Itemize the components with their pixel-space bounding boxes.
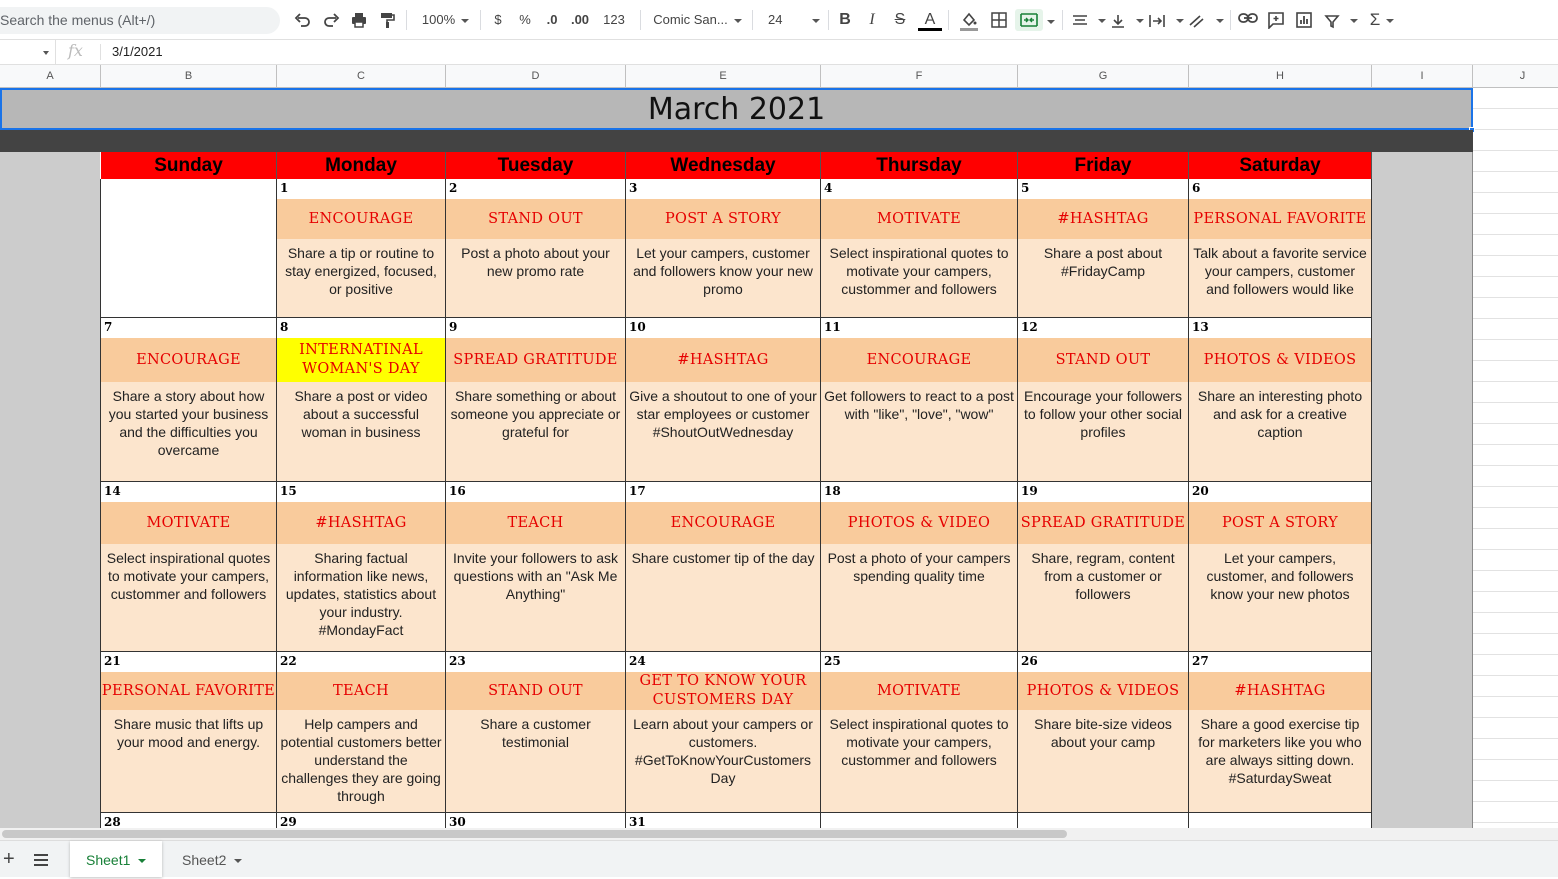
day-number: 7: [104, 320, 113, 334]
day-number: 16: [449, 484, 466, 498]
column-header-h[interactable]: H: [1189, 65, 1372, 88]
day-number: 15: [280, 484, 297, 498]
tab-sheet2[interactable]: [166, 841, 258, 877]
day-theme: #HASHTAG: [277, 502, 445, 544]
day-description: Post a photo of your campers spending quality time: [821, 544, 1017, 651]
filter-icon[interactable]: [1322, 9, 1360, 31]
fill-color-icon[interactable]: [957, 9, 981, 31]
day-number: 19: [1021, 484, 1038, 498]
day-description: Share a post or video about a successful woman in business: [277, 382, 445, 481]
calendar-day-cell[interactable]: [1018, 179, 1189, 318]
calendar-day-cell[interactable]: [277, 652, 446, 813]
calendar-day-cell[interactable]: [1018, 318, 1189, 482]
calendar-day-cell[interactable]: [821, 652, 1018, 813]
paint-format-icon[interactable]: [376, 9, 398, 31]
more-formats-label: 123: [603, 12, 625, 27]
calendar-day-cell[interactable]: [626, 179, 821, 318]
day-description: Share, regram, content from a customer or followers: [1018, 544, 1188, 651]
day-description: Learn about your campers or customers. #GetToKnowYourCustomers Day: [626, 710, 820, 812]
calendar-day-cell[interactable]: [446, 179, 626, 318]
calendar-day-cell[interactable]: [446, 813, 626, 828]
day-description: Share a post about #FridayCamp: [1018, 239, 1188, 317]
font-family-select[interactable]: [650, 9, 745, 31]
calendar-day-cell[interactable]: [446, 318, 626, 482]
day-theme: POST A STORY: [626, 199, 820, 239]
horizontal-align-icon[interactable]: [1072, 9, 1106, 31]
day-number: 18: [824, 484, 841, 498]
sheet-tabs-bar: [0, 840, 1558, 877]
day-header-wednesday[interactable]: Wednesday: [626, 152, 821, 179]
functions-icon[interactable]: Σ: [1366, 9, 1398, 31]
day-number: 23: [449, 654, 466, 668]
day-theme: SPREAD GRATITUDE: [446, 338, 625, 382]
calendar-day-cell[interactable]: [277, 813, 446, 828]
column-headers: [0, 65, 1558, 88]
calendar-title-cell[interactable]: [0, 88, 1473, 130]
day-header-monday[interactable]: Monday: [277, 152, 446, 179]
column-header-f[interactable]: F: [821, 65, 1018, 88]
day-description: Share a tip or routine to stay energized, focused, or positive: [277, 239, 445, 317]
day-description: Share a customer testimonial: [446, 710, 625, 812]
all-sheets-icon[interactable]: [34, 854, 48, 869]
day-theme: ENCOURAGE: [277, 199, 445, 239]
calendar-day-cell[interactable]: [1189, 179, 1372, 318]
day-theme: MOTIVATE: [101, 502, 276, 544]
day-number: 4: [824, 181, 833, 195]
day-number: 20: [1192, 484, 1209, 498]
print-icon[interactable]: [348, 9, 370, 31]
calendar-day-cell[interactable]: [101, 652, 277, 813]
tab-label: Sheet1: [86, 852, 131, 868]
separator-row: [0, 130, 1473, 152]
calendar-day-cell[interactable]: [101, 482, 277, 652]
calendar-day-cell[interactable]: [821, 318, 1018, 482]
day-theme: PERSONAL FAVORITE: [101, 672, 276, 710]
day-description: Give a shoutout to one of your star employees or customer #ShoutOutWednesday: [626, 382, 820, 481]
calendar-day-cell[interactable]: [1018, 813, 1189, 828]
text-color-icon[interactable]: A: [918, 9, 942, 31]
day-header-saturday[interactable]: Saturday: [1189, 152, 1372, 179]
day-description: Share customer tip of the day: [626, 544, 820, 651]
day-theme: STAND OUT: [446, 199, 625, 239]
borders-icon[interactable]: [988, 9, 1010, 31]
day-description: Select inspirational quotes to motivate your campers, custommer and followers: [821, 710, 1017, 812]
day-header-tuesday[interactable]: Tuesday: [446, 152, 626, 179]
day-theme: #HASHTAG: [626, 338, 820, 382]
day-theme: MOTIVATE: [821, 672, 1017, 710]
day-number: 13: [1192, 320, 1209, 334]
day-number: 3: [629, 181, 638, 195]
day-number: 30: [449, 815, 466, 828]
day-description: Post a photo about your new promo rate: [446, 239, 625, 317]
day-theme: #HASHTAG: [1018, 199, 1188, 239]
day-header-sunday[interactable]: Sunday: [101, 152, 277, 179]
calendar-day-cell[interactable]: [626, 813, 821, 828]
day-theme: TEACH: [446, 502, 625, 544]
day-theme: ENCOURAGE: [101, 338, 276, 382]
calendar-day-cell[interactable]: [1189, 813, 1372, 828]
day-theme: PHOTOS & VIDEOS: [1018, 672, 1188, 710]
day-theme: PERSONAL FAVORITE: [1189, 199, 1371, 239]
day-theme: GET TO KNOW YOUR CUSTOMERS DAY: [626, 672, 820, 710]
day-theme: STAND OUT: [1018, 338, 1188, 382]
calendar-day-cell[interactable]: [1189, 318, 1372, 482]
column-header-d[interactable]: D: [446, 65, 626, 88]
day-theme: SPREAD GRATITUDE: [1018, 502, 1188, 544]
calendar-day-cell[interactable]: [626, 652, 821, 813]
day-header-friday[interactable]: Friday: [1018, 152, 1189, 179]
calendar-day-cell[interactable]: [101, 179, 277, 318]
column-header-a[interactable]: A: [0, 65, 101, 88]
day-description: Encourage your followers to follow your other social profiles: [1018, 382, 1188, 481]
column-header-c[interactable]: C: [277, 65, 446, 88]
calendar-day-cell[interactable]: [1189, 652, 1372, 813]
undo-icon[interactable]: [292, 9, 314, 31]
day-description: Get followers to react to a post with "like", "love", "wow": [821, 382, 1017, 481]
scrollbar-thumb[interactable]: [2, 830, 1067, 838]
day-number: 22: [280, 654, 297, 668]
day-number: 9: [449, 320, 458, 334]
tab-label: Sheet2: [182, 852, 227, 868]
day-theme: STAND OUT: [446, 672, 625, 710]
column-header-g[interactable]: G: [1018, 65, 1189, 88]
calendar-day-cell[interactable]: [277, 179, 446, 318]
text-wrapping-icon[interactable]: [1148, 9, 1184, 31]
formula-input[interactable]: 3/1/2021: [112, 44, 163, 59]
add-sheet-icon[interactable]: +: [3, 848, 15, 870]
search-menus-input[interactable]: Search the menus (Alt+/): [0, 7, 280, 34]
calendar-day-cell[interactable]: [821, 179, 1018, 318]
bold-icon[interactable]: B: [839, 11, 851, 28]
day-number: 11: [824, 320, 841, 334]
calendar-day-cell[interactable]: [821, 482, 1018, 652]
font-size-select[interactable]: [762, 9, 820, 31]
column-header-b[interactable]: B: [101, 65, 277, 88]
day-description: Share a good exercise tip for marketers like you who are always sitting down. #SaturdaySweat: [1189, 710, 1371, 812]
column-header-j[interactable]: J: [1473, 65, 1558, 88]
insert-link-icon[interactable]: [1237, 9, 1259, 31]
day-number: 29: [280, 815, 297, 828]
day-description: Talk about a favorite service your campers, customer and followers would like: [1189, 239, 1371, 317]
day-description: Sharing factual information like news, updates, statistics about your industry. #MondayFact: [277, 544, 445, 651]
zoom-select[interactable]: [418, 9, 473, 31]
day-header-thursday[interactable]: Thursday: [821, 152, 1018, 179]
day-number: 28: [104, 815, 121, 828]
increase-decimal-button[interactable]: .00: [570, 12, 590, 27]
name-box[interactable]: [0, 40, 56, 64]
day-theme: TEACH: [277, 672, 445, 710]
day-number: 14: [104, 484, 121, 498]
chevron-down-icon: [234, 859, 242, 863]
calendar-day-cell[interactable]: [101, 318, 277, 482]
sheet-grid[interactable]: [0, 88, 1558, 828]
day-number: 17: [629, 484, 646, 498]
day-description: Share bite-size videos about your camp: [1018, 710, 1188, 812]
day-theme: INTERNATINAL WOMAN'S DAY: [277, 338, 445, 382]
calendar-day-cell[interactable]: [277, 318, 446, 482]
day-number: 27: [1192, 654, 1209, 668]
merge-dropdown-icon[interactable]: [1045, 9, 1057, 31]
insert-chart-icon[interactable]: [1293, 9, 1315, 31]
day-theme: #HASHTAG: [1189, 672, 1371, 710]
day-theme: POST A STORY: [1189, 502, 1371, 544]
toolbar: [0, 0, 1558, 40]
day-description: Share a story about how you started your business and the difficulties you overcame: [101, 382, 276, 481]
calendar-day-cell[interactable]: [277, 482, 446, 652]
italic-icon[interactable]: I: [869, 11, 875, 28]
font-size-value: 24: [768, 12, 783, 27]
calendar-day-cell[interactable]: [446, 482, 626, 652]
day-number: 25: [824, 654, 841, 668]
decrease-decimal-button[interactable]: .0: [546, 12, 558, 27]
horizontal-scrollbar[interactable]: [0, 828, 1558, 840]
column-header-i[interactable]: I: [1372, 65, 1473, 88]
day-number: 5: [1021, 181, 1030, 195]
calendar-title: March 2021: [647, 92, 826, 127]
day-number: 6: [1192, 181, 1201, 195]
day-description: Invite your followers to ask questions with an "Ask Me Anything": [446, 544, 625, 651]
day-number: 24: [629, 654, 646, 668]
calendar-day-cell[interactable]: [626, 482, 821, 652]
chevron-down-icon: [138, 859, 146, 863]
redo-icon[interactable]: [320, 9, 342, 31]
day-description: Select inspirational quotes to motivate your campers, custommer and followers: [101, 544, 276, 651]
day-number: 31: [629, 815, 646, 828]
day-number: 21: [104, 654, 121, 668]
formula-bar: [0, 40, 1558, 65]
text-rotation-icon[interactable]: [1188, 9, 1224, 31]
column-header-e[interactable]: E: [626, 65, 821, 88]
insert-comment-icon[interactable]: [1265, 9, 1287, 31]
day-description: Let your campers, customer, and followers know your new photos: [1189, 544, 1371, 651]
calendar-day-cell[interactable]: [1189, 482, 1372, 652]
zoom-value: 100%: [421, 12, 456, 27]
strikethrough-icon[interactable]: S: [894, 11, 906, 28]
day-description: Help campers and potential customers better understand the challenges they are going through: [277, 710, 445, 812]
day-number: 10: [629, 320, 646, 334]
currency-format-button[interactable]: $: [494, 12, 502, 27]
day-description: Let your campers, customer and followers know your new promo: [626, 239, 820, 317]
day-theme: PHOTOS & VIDEO: [821, 502, 1017, 544]
calendar-day-cell[interactable]: [821, 813, 1018, 828]
day-number: 1: [280, 181, 289, 195]
calendar-day-cell[interactable]: [1018, 652, 1189, 813]
font-family-value: Comic San...: [653, 12, 728, 27]
fx-icon: fx: [68, 41, 83, 60]
tab-sheet1[interactable]: [70, 841, 162, 877]
day-number: 26: [1021, 654, 1038, 668]
calendar-day-cell[interactable]: [446, 652, 626, 813]
day-number: 8: [280, 320, 289, 334]
day-description: Select inspirational quotes to motivate your campers, custommer and followers: [821, 239, 1017, 317]
calendar-day-cell[interactable]: [626, 318, 821, 482]
day-number: 2: [449, 181, 458, 195]
day-description: Share an interesting photo and ask for a creative caption: [1189, 382, 1371, 481]
day-description: Share music that lifts up your mood and energy.: [101, 710, 276, 812]
day-number: 12: [1021, 320, 1038, 334]
calendar-day-cell[interactable]: [101, 813, 277, 828]
day-theme: MOTIVATE: [821, 199, 1017, 239]
day-theme: PHOTOS & VIDEOS: [1189, 338, 1371, 382]
calendar-day-cell[interactable]: [1018, 482, 1189, 652]
day-theme: ENCOURAGE: [821, 338, 1017, 382]
merge-cells-icon[interactable]: [1015, 9, 1043, 31]
more-formats-select[interactable]: [597, 9, 631, 31]
percent-format-button[interactable]: %: [519, 12, 531, 27]
vertical-align-icon[interactable]: [1110, 9, 1144, 31]
day-description: Share something or about someone you appreciate or grateful for: [446, 382, 625, 481]
day-theme: ENCOURAGE: [626, 502, 820, 544]
